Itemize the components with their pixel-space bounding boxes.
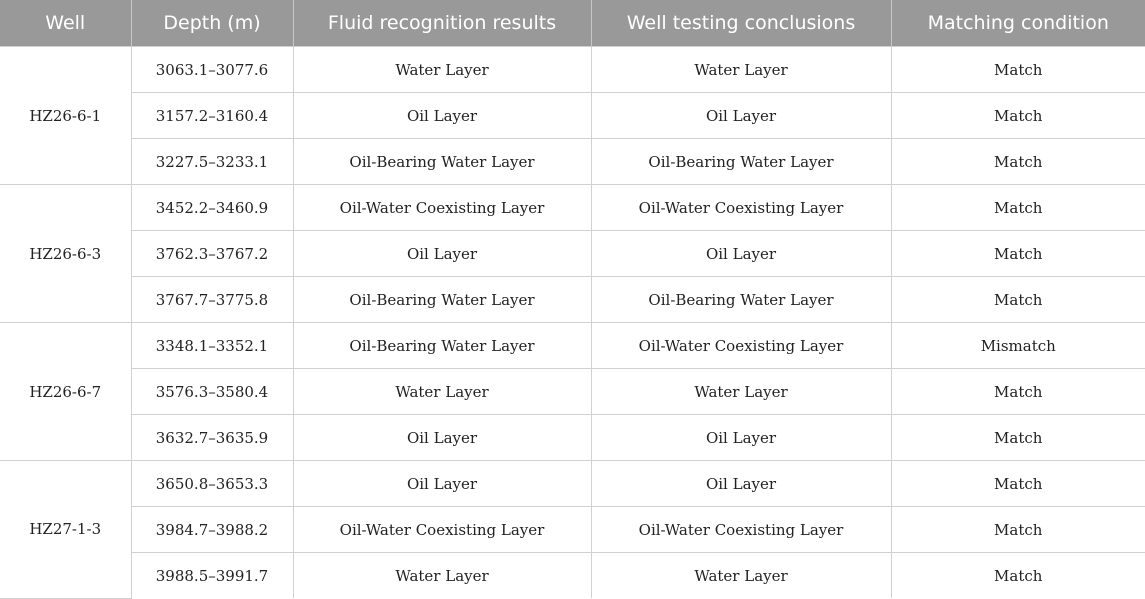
matching-condition-cell: Match	[891, 47, 1145, 93]
testing-conclusion-cell: Oil-Bearing Water Layer	[591, 139, 891, 185]
depth-cell: 3632.7–3635.9	[131, 415, 293, 461]
testing-conclusion-cell: Oil Layer	[591, 415, 891, 461]
depth-cell: 3348.1–3352.1	[131, 323, 293, 369]
table-row	[0, 369, 1145, 415]
matching-condition-cell: Match	[891, 93, 1145, 139]
fluid-result-cell: Water Layer	[293, 553, 591, 599]
well-name-cell: HZ26-6-3	[0, 185, 131, 323]
table-row	[0, 185, 1145, 231]
fluid-result-cell: Oil Layer	[293, 461, 591, 507]
testing-conclusion-cell: Oil-Water Coexisting Layer	[591, 323, 891, 369]
header-well-testing: Well testing conclusions	[591, 0, 891, 47]
fluid-result-cell: Oil-Bearing Water Layer	[293, 277, 591, 323]
matching-condition-cell: Match	[891, 415, 1145, 461]
fluid-result-cell: Oil-Bearing Water Layer	[293, 323, 591, 369]
matching-condition-cell: Match	[891, 553, 1145, 599]
fluid-result-cell: Oil Layer	[293, 231, 591, 277]
matching-condition-cell: Match	[891, 139, 1145, 185]
depth-cell: 3452.2–3460.9	[131, 185, 293, 231]
well-name-cell: HZ27-1-3	[0, 461, 131, 599]
depth-cell: 3988.5–3991.7	[131, 553, 293, 599]
testing-conclusion-cell: Oil-Bearing Water Layer	[591, 277, 891, 323]
depth-cell: 3762.3–3767.2	[131, 231, 293, 277]
depth-cell: 3576.3–3580.4	[131, 369, 293, 415]
fluid-result-cell: Oil-Bearing Water Layer	[293, 139, 591, 185]
table-row	[0, 415, 1145, 461]
table-row	[0, 139, 1145, 185]
table-row	[0, 553, 1145, 599]
table-row	[0, 461, 1145, 507]
testing-conclusion-cell: Oil Layer	[591, 231, 891, 277]
testing-conclusion-cell: Water Layer	[591, 47, 891, 93]
header-fluid-recognition: Fluid recognition results	[293, 0, 591, 47]
fluid-result-cell: Water Layer	[293, 47, 591, 93]
fluid-result-cell: Oil Layer	[293, 93, 591, 139]
table-row	[0, 323, 1145, 369]
table-row	[0, 507, 1145, 553]
matching-condition-cell: Match	[891, 507, 1145, 553]
header-depth: Depth (m)	[131, 0, 293, 47]
well-name-cell: HZ26-6-7	[0, 323, 131, 461]
depth-cell: 3227.5–3233.1	[131, 139, 293, 185]
header-well: Well	[0, 0, 131, 47]
matching-condition-cell: Match	[891, 277, 1145, 323]
fluid-result-cell: Water Layer	[293, 369, 591, 415]
depth-cell: 3650.8–3653.3	[131, 461, 293, 507]
matching-condition-cell: Mismatch	[891, 323, 1145, 369]
depth-cell: 3157.2–3160.4	[131, 93, 293, 139]
header-row	[0, 0, 1145, 47]
matching-condition-cell: Match	[891, 461, 1145, 507]
fluid-result-cell: Oil-Water Coexisting Layer	[293, 507, 591, 553]
testing-conclusion-cell: Water Layer	[591, 369, 891, 415]
depth-cell: 3984.7–3988.2	[131, 507, 293, 553]
matching-condition-cell: Match	[891, 185, 1145, 231]
testing-conclusion-cell: Oil-Water Coexisting Layer	[591, 185, 891, 231]
table-row	[0, 93, 1145, 139]
testing-conclusion-cell: Oil-Water Coexisting Layer	[591, 507, 891, 553]
table-row	[0, 277, 1145, 323]
depth-cell: 3063.1–3077.6	[131, 47, 293, 93]
table-header	[0, 0, 1145, 47]
table-body	[0, 47, 1145, 599]
testing-conclusion-cell: Oil Layer	[591, 93, 891, 139]
depth-cell: 3767.7–3775.8	[131, 277, 293, 323]
testing-conclusion-cell: Water Layer	[591, 553, 891, 599]
matching-condition-cell: Match	[891, 231, 1145, 277]
fluid-result-cell: Oil-Water Coexisting Layer	[293, 185, 591, 231]
well-name-cell: HZ26-6-1	[0, 47, 131, 185]
header-matching: Matching condition	[891, 0, 1145, 47]
testing-conclusion-cell: Oil Layer	[591, 461, 891, 507]
fluid-result-cell: Oil Layer	[293, 415, 591, 461]
table-row	[0, 231, 1145, 277]
table-row	[0, 47, 1145, 93]
matching-condition-cell: Match	[891, 369, 1145, 415]
